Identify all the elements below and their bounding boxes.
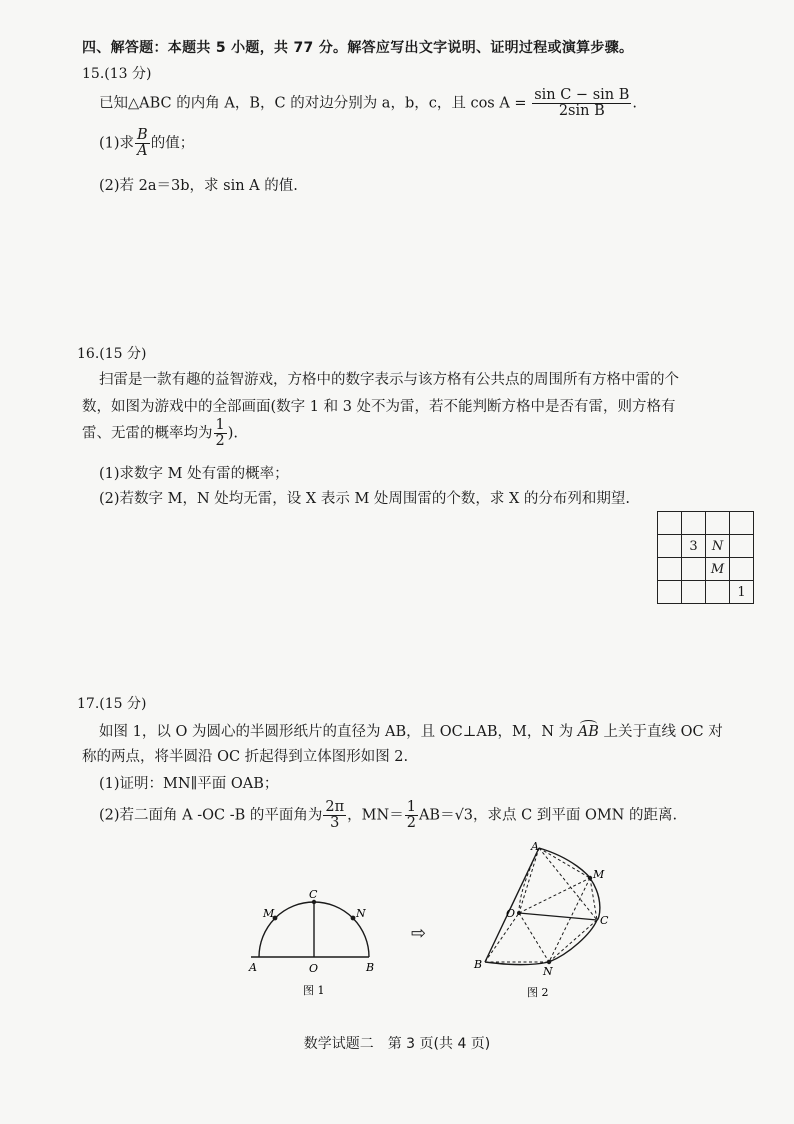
q16-line1: 扫雷是一款有趣的益智游戏，方格中的数字表示与该方格有公共点的周围所有方格中雷的个 (99, 372, 679, 388)
q16-line3-fraction (214, 418, 227, 449)
dash-BO (485, 913, 519, 962)
q15-stem-suffix: . (632, 95, 637, 112)
q16-line3-denominator: 2 (215, 433, 225, 450)
dash-AO (519, 848, 539, 913)
grid-cell (658, 512, 682, 535)
arc-AB: AB (577, 724, 599, 740)
grid-cell (658, 535, 682, 558)
q17-line1 (99, 720, 723, 741)
q17-frac1-denominator: 3 (330, 815, 340, 832)
grid-row (658, 535, 754, 558)
q16-line2: 数，如图为游戏中的全部画面(数字 1 和 3 处不为雷，若不能判断方格中是否有雷，则方格有 (82, 399, 676, 415)
fig2-label-N: N (543, 965, 553, 978)
point-M (588, 876, 592, 880)
q17-frac2-numerator: 1 (406, 799, 416, 815)
grid-cell (658, 558, 682, 581)
grid-cell-1: 1 (730, 581, 754, 604)
q17-part2 (99, 800, 677, 831)
fig2-label-M: M (593, 868, 605, 881)
grid-cell-N: N (706, 535, 730, 558)
section-heading: 四、解答题：本题共 5 小题，共 77 分。解答应写出文字说明、证明过程或演算步骤。 (82, 40, 634, 56)
fig2-label-C: C (600, 914, 609, 927)
q17-part2-fraction1 (323, 800, 346, 831)
grid-cell (706, 581, 730, 604)
grid-cell-M: M (706, 558, 730, 581)
grid-cell (682, 581, 706, 604)
q17-frac1-numerator: 2π (325, 799, 345, 815)
q15-fraction-numerator: sin C − sin B (534, 87, 630, 103)
q17-part2-mid: ，MN＝ (347, 807, 404, 824)
q17-part2-suffix: AB＝√3，求点 C 到平面 OMN 的距离. (418, 807, 678, 824)
figure-1-semicircle (245, 885, 385, 1000)
q17-number: 17.(15 分) (77, 696, 147, 712)
dash-AC (539, 848, 597, 920)
dash-MN (549, 878, 590, 962)
dash-NC (549, 920, 597, 962)
q16-line3-suffix: ). (227, 425, 239, 442)
q15-part1-numerator: B (137, 127, 148, 143)
q17-part1: (1)证明：MN∥平面 OAB； (99, 776, 279, 792)
q15-stem-prefix: 已知△ABC 的内角 A，B，C 的对边分别为 a，b，c，且 cos A = (99, 95, 527, 112)
fig1-label-M: M (263, 907, 275, 920)
fig1-label-B: B (366, 961, 375, 974)
grid-cell (682, 558, 706, 581)
q15-part1-denominator: A (137, 143, 148, 160)
grid-row (658, 581, 754, 604)
q16-line3 (82, 418, 238, 449)
q15-fraction-denominator: 2sin B (558, 103, 605, 120)
fig1-label-A: A (249, 961, 257, 974)
fig1-label-C: C (309, 888, 318, 901)
grid-cell (682, 512, 706, 535)
q15-number: 15.(13 分) (82, 66, 152, 82)
right-arrow-icon: ⇨ (411, 923, 427, 944)
figure-2-folded-solid (465, 838, 625, 1003)
fig1-caption: 图 1 (303, 984, 325, 997)
point-O (517, 911, 521, 915)
q15-part1-suffix: 的值； (150, 135, 195, 152)
grid-cell (730, 558, 754, 581)
page-footer: 数学试题二 第 3 页(共 4 页) (303, 1036, 491, 1052)
q16-part1: (1)求数字 M 处有雷的概率； (99, 466, 289, 482)
dash-ON (519, 913, 549, 962)
q17-frac2-denominator: 2 (406, 815, 416, 832)
fig1-label-N: N (356, 907, 366, 920)
q15-part1-prefix: (1)求 (99, 135, 135, 152)
q17-line1-suffix: 上关于直线 OC 对 (603, 724, 723, 740)
dash-AM (539, 848, 590, 878)
q16-line3-numerator: 1 (215, 417, 225, 433)
q16-part2: (2)若数字 M，N 处均无雷，设 X 表示 M 处周围雷的个数，求 X 的分布列和期望. (99, 491, 631, 507)
grid-row (658, 512, 754, 535)
grid-cell-3: 3 (682, 535, 706, 558)
q15-fraction (532, 88, 631, 119)
grid-row (658, 558, 754, 581)
q15-part1-fraction (135, 128, 150, 159)
fig2-label-O: O (506, 907, 516, 920)
q17-part2-prefix: (2)若二面角 A -OC -B 的平面角为 (99, 807, 323, 824)
segment-OC (519, 913, 597, 920)
q15-stem (99, 88, 637, 119)
fig2-label-A: A (531, 840, 539, 853)
dashed-lines (485, 848, 597, 962)
grid-cell (706, 512, 730, 535)
grid-table (657, 511, 754, 604)
fig1-label-O: O (309, 962, 319, 975)
grid-cell (658, 581, 682, 604)
dash-OM (519, 878, 590, 913)
grid-cell (730, 512, 754, 535)
q17-line1-prefix: 如图 1，以 O 为圆心的半圆形纸片的直径为 AB，且 OC⊥AB，M，N 为 (99, 724, 574, 740)
point-N (351, 916, 356, 921)
q17-part2-fraction2 (405, 800, 418, 831)
q15-part1 (99, 128, 194, 159)
minesweeper-grid (657, 511, 754, 604)
fig2-label-B: B (474, 958, 483, 971)
q16-number: 16.(15 分) (77, 346, 147, 362)
q16-line3-prefix: 雷、无雷的概率均为 (82, 425, 213, 442)
q15-part2: (2)若 2a＝3b，求 sin A 的值. (99, 178, 298, 194)
q17-line2: 称的两点，将半圆沿 OC 折起得到立体图形如图 2. (82, 749, 409, 765)
point-N (547, 960, 551, 964)
grid-cell (730, 535, 754, 558)
fig2-caption: 图 2 (527, 986, 549, 999)
